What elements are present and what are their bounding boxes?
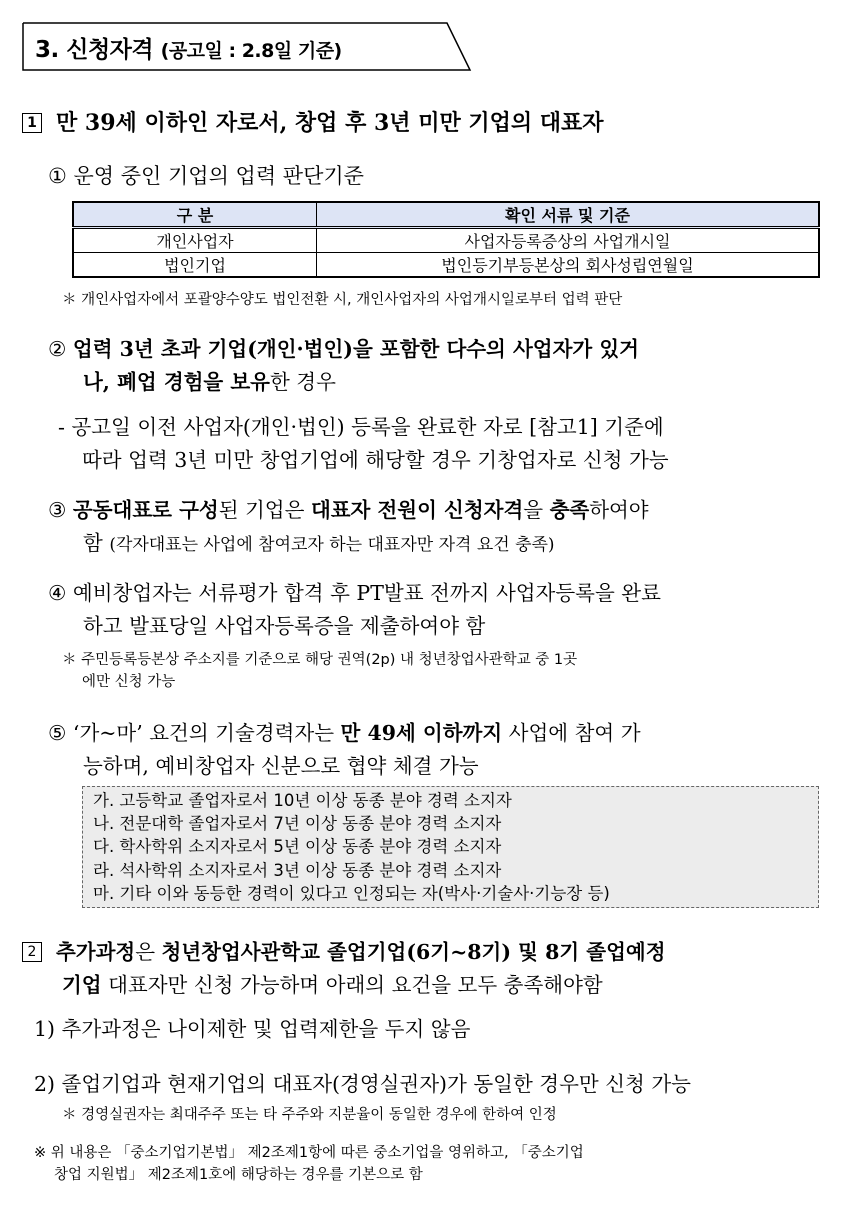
table-cell: 법인기업 <box>73 253 317 278</box>
section2-number-box: 2 <box>22 942 42 962</box>
item4-block <box>48 577 838 643</box>
item3-line2: 함 <box>83 531 110 555</box>
item3-part3: 대표자 전원이 신청자격 <box>310 498 524 522</box>
item3-block <box>48 494 838 562</box>
table-header-cell: 확인 서류 및 기준 <box>317 202 820 228</box>
section1-heading-text: 만 39세 이하인 자로서, 창업 후 3년 미만 기업의 대표자 <box>56 110 604 136</box>
item2-line1: 업력 3년 초과 기업(개인·법인)을 포함한 다수의 사업자가 있거 <box>72 337 639 361</box>
item3-part2: 된 기업은 <box>218 498 311 522</box>
section2-item2: 2) 졸업기업과 현재기업의 대표자(경영실권자)가 동일한 경우만 신청 가능 <box>34 1072 691 1096</box>
section1-number-box: 1 <box>22 113 42 133</box>
item4-note-line1: ＊ 주민등록등본상 주소지를 기준으로 해당 권역(2p) 내 청년창업사관학교 중 1곳 <box>62 652 578 668</box>
item3-part4: 을 <box>523 498 550 522</box>
item3-part1: 공동대표로 구성 <box>72 498 219 522</box>
section2-note: ＊ 경영실권자는 최대주주 또는 타 주주와 지분율이 동일한 경우에 한하여 인정 <box>62 1107 557 1123</box>
section2-heading <box>22 936 832 1002</box>
table-header-cell: 구 분 <box>73 202 317 228</box>
item3-marker: ③ <box>48 498 67 522</box>
item2-dash-line1: - 공고일 이전 사업자(개인·법인) 등록을 완료한 자로 [참고1] 기준에 <box>58 415 664 439</box>
section2-line1-b: 은 <box>135 940 162 964</box>
section2-line2-b: 대표자만 신청 가능하며 아래의 요건을 모두 충족해야함 <box>101 973 603 997</box>
item4-line1: 예비창업자는 서류평가 합격 후 PT발표 전까지 사업자등록을 완료 <box>72 581 661 605</box>
item5-line1-c: 사업에 참여 가 <box>502 721 641 745</box>
item3-line2-small: (각자대표는 사업에 참여코자 하는 대표자만 자격 요건 충족) <box>109 535 555 555</box>
list-item: 가. 고등학교 졸업자로서 10년 이상 동종 분야 경력 소지자 <box>93 791 512 810</box>
section2-line2-a: 기업 <box>62 973 102 997</box>
section2-line1-c: 청년창업사관학교 졸업기업(6기~8기) 및 8기 졸업예정 <box>161 940 666 964</box>
table-cell: 사업자등록증상의 사업개시일 <box>317 228 820 253</box>
item4-line2: 하고 발표당일 사업자등록증을 제출하여야 함 <box>83 614 486 638</box>
item2-block <box>48 333 828 399</box>
item5-block <box>48 717 838 783</box>
item2-line2-bold: 나, 폐업 경험을 보유 <box>83 370 270 394</box>
item1-text: 운영 중인 기업의 업력 판단기준 <box>73 164 364 188</box>
section2-item1: 1) 추가과정은 나이제한 및 업력제한을 두지 않음 <box>34 1017 471 1041</box>
table-row <box>73 253 819 278</box>
item1-marker: ① <box>48 164 67 188</box>
list-item: 라. 석사학위 소지자로서 3년 이상 동종 분야 경력 소지자 <box>93 860 502 880</box>
footer-line2: 창업 지원법」 제2조제1호에 해당하는 경우를 기본으로 함 <box>54 1167 423 1183</box>
item1-note: ＊ 개인사업자에서 포괄양수양도 법인전환 시, 개인사업자의 사업개시일로부터 업력 판단 <box>62 292 623 308</box>
item2-line2-rest: 한 경우 <box>269 370 336 394</box>
page-title-sub: (공고일 : 2.8일 기준) <box>160 40 342 62</box>
item5-marker: ⑤ <box>48 721 67 745</box>
list-item: 나. 전문대학 졸업자로서 7년 이상 동종 분야 경력 소지자 <box>93 814 502 834</box>
section-title-box <box>22 22 470 70</box>
section1-heading <box>22 106 604 137</box>
list-item: 마. 기타 이와 동등한 경력이 있다고 인정되는 자(박사·기술사·기능장 등) <box>93 883 610 903</box>
footer-marker: ※ <box>34 1145 47 1161</box>
page-title: 3. 신청자격 (공고일 : 2.8일 기준) <box>35 37 342 63</box>
item2-dash-line2: 따라 업력 3년 미만 창업기업에 해당할 경우 기창업자로 신청 가능 <box>82 448 669 472</box>
list-item: 다. 학사학위 소지자로서 5년 이상 동종 분야 경력 소지자 <box>93 837 502 857</box>
item4-note <box>62 649 832 693</box>
item5-line1-b: 만 49세 이하까지 <box>340 721 503 745</box>
item3-part5: 충족 <box>549 498 590 522</box>
item3-part6: 하여야 <box>589 498 649 522</box>
item2-marker: ② <box>48 337 67 361</box>
item5-line2: 능하며, 예비창업자 신분으로 협약 체결 가능 <box>83 754 479 778</box>
table-cell: 법인등기부등본상의 회사성립연월일 <box>317 253 820 278</box>
table-header-row <box>73 202 819 228</box>
item4-note-line2: 에만 신청 가능 <box>82 674 176 690</box>
item5-line1-a: ‘가~마’ 요건의 기술경력자는 <box>72 721 341 745</box>
business-age-table <box>72 201 820 278</box>
section2-line1-a: 추가과정 <box>56 940 136 964</box>
item4-marker: ④ <box>48 581 67 605</box>
footer-note <box>34 1142 834 1186</box>
tech-career-list-box <box>82 786 819 908</box>
table-row <box>73 228 819 253</box>
item1-heading <box>48 160 364 190</box>
footer-line1: 위 내용은 「중소기업기본법」 제2조제1항에 따른 중소기업을 영위하고, 「중소기업 <box>50 1145 584 1161</box>
table-cell: 개인사업자 <box>73 228 317 253</box>
item2-dash-block <box>58 411 838 477</box>
